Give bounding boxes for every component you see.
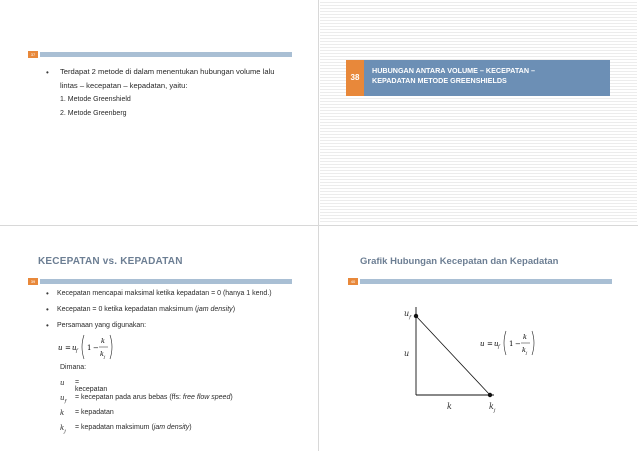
def-uf: $u_f$ = kecepatan pada arus bebas (ffs: free flow speed) [60,394,233,405]
background-lines [320,0,637,223]
svg-text:u: u [58,344,63,352]
svg-text:f: f [498,345,500,350]
header-bar [360,279,612,284]
bullet-icon: • [46,289,49,298]
header-bar [40,52,292,57]
svg-text:1: 1 [509,340,514,348]
bullet-text-line-1: Terdapat 2 metode di dalam menentukan hubungan volume lalu [60,67,275,76]
svg-text:u: u [72,344,77,352]
svg-text:−: − [93,344,99,352]
svg-text:=: = [65,344,71,352]
greenshields-formula [478,327,548,359]
bullet-icon: • [46,68,49,77]
svg-text:k: k [100,350,104,358]
svg-text:k: k [101,337,105,345]
svg-text:k: k [522,346,526,354]
label-kj: $k_j$ [489,402,496,414]
bullet-text-1: Kecepatan mencapai maksimal ketika kepadatan = 0 (hanya 1 kend.) [57,290,272,297]
section-title-line-2: KEPADATAN METODE GREENSHIELDS [372,76,507,85]
svg-text:−: − [515,340,521,348]
slide-40[interactable] [320,227,637,450]
method-item-1: 1. Metode Greenshield [60,96,131,103]
svg-text:j: j [526,350,528,355]
header-bar [40,279,292,284]
slide-title: KECEPATAN vs. KEPADATAN [38,256,183,267]
bullet-icon: • [46,305,49,314]
slide-number-badge: 39 [28,278,38,285]
bullet-text-2: Kecepatan = 0 ketika kepadatan maksimum (jam density) [57,306,236,313]
point-uf [414,314,418,318]
section-title [372,66,604,86]
label-uf: $u_f$ [404,309,412,321]
svg-text:1: 1 [87,344,92,352]
greenshields-formula [56,331,126,363]
svg-text:f: f [76,349,78,354]
svg-text:j: j [104,354,106,359]
slide-title: Grafik Hubungan Kecepatan dan Kepadatan [360,256,559,267]
dimana-label: Dimana: [60,364,87,371]
slide-number-badge: 38 [346,60,364,96]
bullet-text-line-2: lintas – kecepatan – kepadatan, yaitu: [60,81,188,90]
label-k: k [447,402,452,411]
label-u: u [404,349,410,358]
section-title-line-1: HUBUNGAN ANTARA VOLUME – KECEPATAN – [372,66,536,75]
bullet-icon: • [46,321,49,330]
def-u: u = kecepatan [60,379,108,393]
svg-text:u: u [480,340,485,348]
slide-38[interactable] [320,0,637,223]
slide-number-badge: 37 [28,51,38,58]
svg-text:k: k [523,333,527,341]
method-item-2: 2. Metode Greenberg [60,110,127,117]
bullet-text-3: Persamaan yang digunakan: [57,322,147,329]
slide-divider-horizontal [0,225,638,226]
slide-39[interactable] [0,227,317,450]
svg-text:=: = [487,340,493,348]
point-kj [488,393,492,397]
def-k: k = kepadatan [60,409,114,417]
slide-37[interactable] [0,0,317,223]
def-kj: $k_j$ = kepadatan maksimum (jam density) [60,424,192,435]
svg-text:u: u [494,340,499,348]
slide-number-badge: 40 [348,278,358,285]
